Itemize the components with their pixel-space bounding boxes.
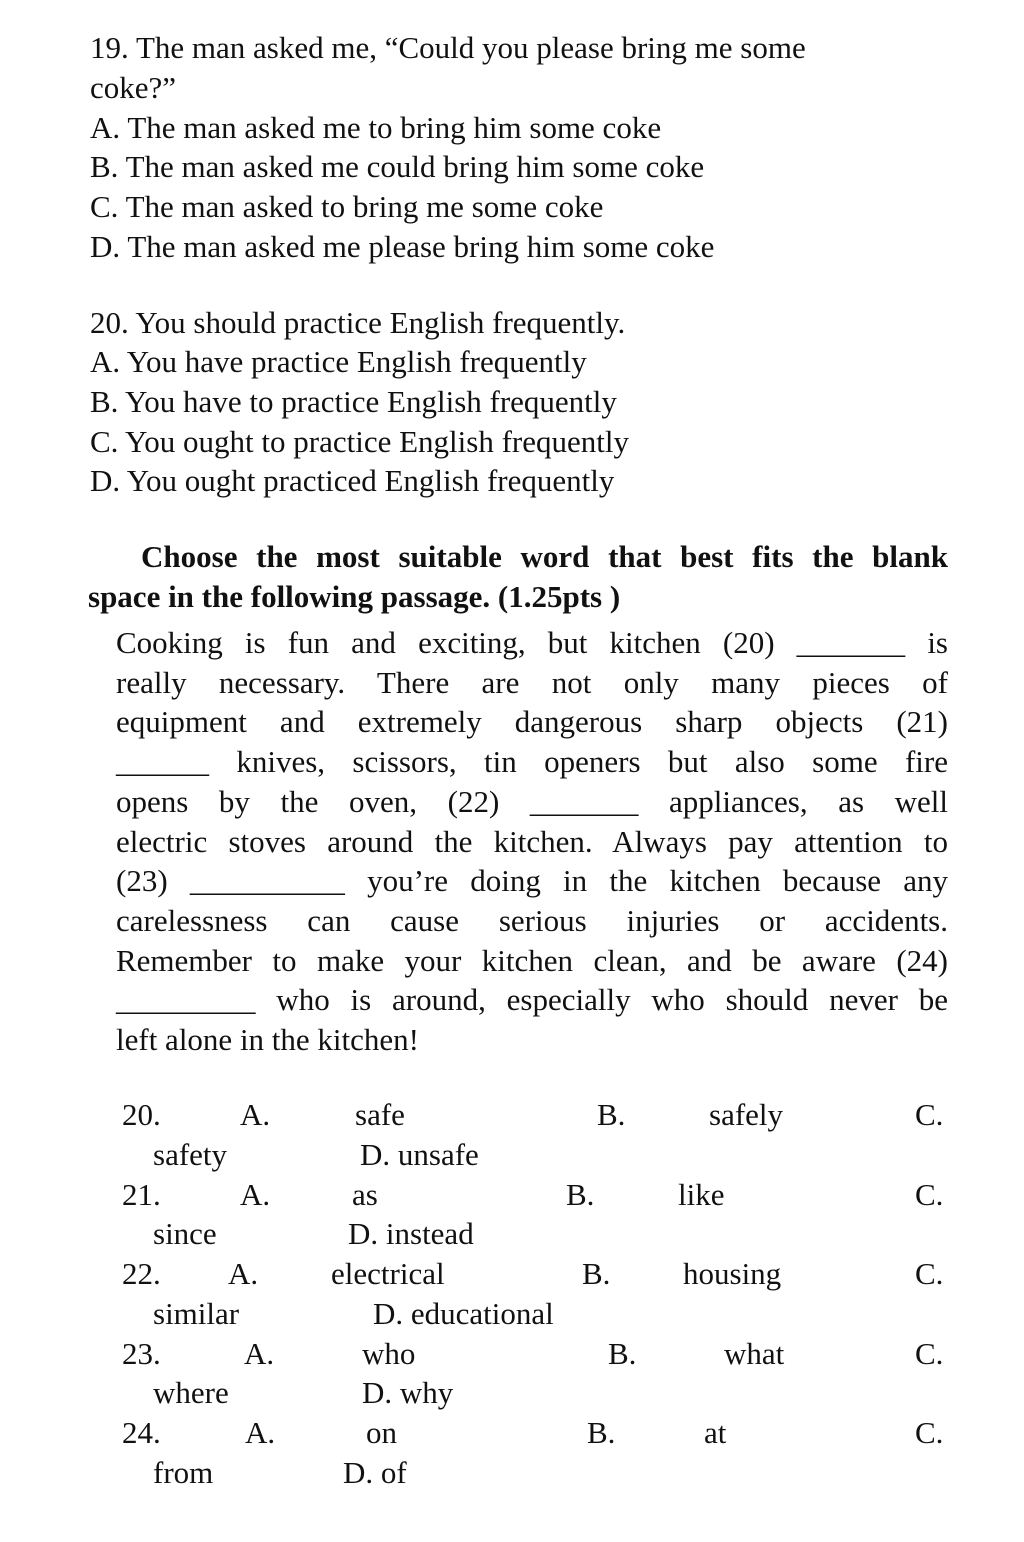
cloze-passage	[116, 623, 948, 1060]
blank-23-option-b: what	[724, 1336, 785, 1371]
question-20-option-d: D. You ought practiced English frequently	[90, 463, 615, 498]
question-19-option-a: A. The man asked me to bring him some coke	[90, 110, 662, 145]
blank-20-label-b: B.	[597, 1097, 626, 1132]
passage-line: (23) __________ you’re doing in the kitchen because any	[116, 863, 948, 899]
blank-20-option-b: safely	[709, 1097, 784, 1132]
blank-24-number: 24.	[122, 1415, 161, 1450]
blank-21-label-c: C.	[915, 1177, 944, 1212]
blank-24-label-a: A.	[245, 1415, 276, 1450]
blank-22-label-b: B.	[582, 1256, 611, 1291]
blank-24-label-b: B.	[587, 1415, 616, 1450]
blank-20-option-c: safety	[153, 1137, 228, 1172]
passage-line: really necessary. There are not only many pieces of	[116, 664, 948, 700]
question-19-option-b: B. The man asked me could bring him some coke	[90, 149, 705, 184]
blank-21-option-c: since	[153, 1216, 217, 1251]
blank-24-option-d: D. of	[343, 1455, 407, 1490]
blank-24-option-b: at	[704, 1415, 727, 1450]
section-heading: Choose the most suitable word that best fits the blank	[141, 539, 948, 574]
blank-22-option-a: electrical	[331, 1256, 445, 1291]
question-19-stem: 19. The man asked me, “Could you please bring me some	[90, 30, 806, 65]
blank-24-option-c: from	[153, 1455, 214, 1490]
blank-22-number: 22.	[122, 1256, 161, 1291]
blank-22-label-c: C.	[915, 1256, 944, 1291]
question-19-stem-continued: coke?”	[90, 70, 177, 105]
question-19-option-c: C. The man asked to bring me some coke	[90, 189, 604, 224]
question-20-option-a: A. You have practice English frequently	[90, 344, 587, 379]
blank-23-number: 23.	[122, 1336, 161, 1371]
passage-line: equipment and extremely dangerous sharp objects (21)	[116, 704, 948, 740]
blank-23-label-a: A.	[244, 1336, 275, 1371]
passage-line: Cooking is fun and exciting, but kitchen (20) _______ is	[116, 625, 948, 660]
question-20-option-c: C. You ought to practice English frequently	[90, 424, 629, 459]
blank-23-option-a: who	[362, 1336, 416, 1371]
blank-20-label-c: C.	[915, 1097, 944, 1132]
blank-23-option-d: D. why	[362, 1375, 454, 1410]
blank-21-label-a: A.	[240, 1177, 271, 1212]
passage-line: carelessness can cause serious injuries or accidents.	[116, 902, 948, 938]
blank-20-option-d: D. unsafe	[360, 1137, 479, 1172]
blank-21-option-b: like	[678, 1177, 725, 1212]
blank-22-option-b: housing	[683, 1256, 782, 1291]
passage-line: opens by the oven, (22) _______ appliances, as well	[116, 783, 948, 819]
blank-24-option-a: on	[366, 1415, 397, 1450]
question-19-option-d: D. The man asked me please bring him some coke	[90, 229, 715, 264]
blank-23-label-b: B.	[608, 1336, 637, 1371]
blank-20-option-a: safe	[355, 1097, 405, 1132]
blank-21-number: 21.	[122, 1177, 161, 1212]
passage-line: _________ who is around, especially who should never be	[116, 982, 948, 1018]
blank-24-label-c: C.	[915, 1415, 944, 1450]
blank-22-label-a: A.	[228, 1256, 259, 1291]
question-20-stem: 20. You should practice English frequently.	[90, 305, 626, 340]
section-heading-continued: space in the following passage. (1.25pts )	[88, 579, 621, 614]
blank-21-option-a: as	[352, 1177, 378, 1212]
blank-21-option-d: D. instead	[348, 1216, 474, 1251]
blank-23-option-c: where	[153, 1375, 229, 1410]
blank-22-option-c: similar	[153, 1296, 240, 1331]
blank-20-number: 20.	[122, 1097, 161, 1132]
passage-line: left alone in the kitchen!	[116, 1022, 419, 1058]
blank-21-label-b: B.	[566, 1177, 595, 1212]
passage-line: electric stoves around the kitchen. Always pay attention to	[116, 823, 948, 859]
blank-20-label-a: A.	[240, 1097, 271, 1132]
passage-line: Remember to make your kitchen clean, and be aware (24)	[116, 942, 948, 978]
blank-22-option-d: D. educational	[373, 1296, 554, 1331]
question-20-option-b: B. You have to practice English frequently	[90, 384, 617, 419]
passage-line: ______ knives, scissors, tin openers but also some fire	[116, 744, 948, 780]
blank-23-label-c: C.	[915, 1336, 944, 1371]
